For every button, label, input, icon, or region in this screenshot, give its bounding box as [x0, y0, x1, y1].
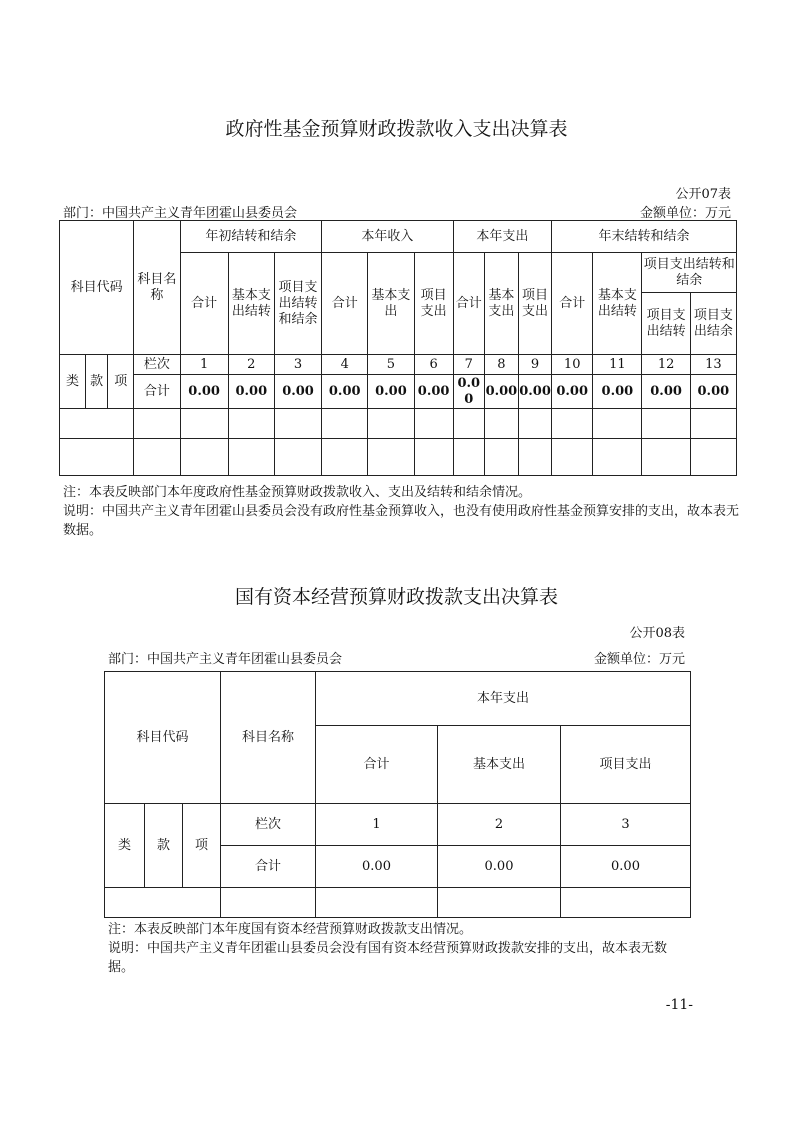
t7-lanci-label: 栏次: [134, 355, 180, 375]
t7-total-value: 0.00: [453, 375, 484, 409]
t8-total-label: 合计: [221, 846, 316, 888]
t8-xiang-header: 项: [183, 804, 221, 888]
t7-total-label: 合计: [134, 375, 180, 409]
t7-lei-header: 类: [60, 355, 86, 409]
table8-dept: 部门：中国共产主义青年团霍山县委员会: [108, 652, 343, 667]
t8-total-value: 0.00: [316, 846, 438, 888]
t8-subject-name-header: 科目名称: [221, 672, 316, 804]
t7-subject-code-header: 科目代码: [60, 221, 134, 355]
t7-colnum: 11: [593, 355, 642, 375]
t7-col13-header: 项目支出结余: [690, 293, 736, 355]
t8-col2-header: 基本支出: [438, 726, 561, 804]
t8-col1-header: 合计: [316, 726, 438, 804]
table8-title: 国有资本经营预算财政拨款支出决算表: [234, 586, 558, 608]
t8-colnum: 1: [316, 804, 438, 846]
t7-total-value: 0.00: [322, 375, 368, 409]
table7-code: 公开07表: [675, 187, 731, 202]
t8-lanci-label: 栏次: [221, 804, 316, 846]
t7-total-value: 0.00: [414, 375, 453, 409]
t7-col12-group-header: 项目支出结转和结余: [642, 253, 737, 293]
table8-unit: 金额单位：万元: [593, 652, 685, 667]
t7-colnum: 8: [484, 355, 518, 375]
t7-total-value: 0.00: [552, 375, 593, 409]
t7-total-value: 0.00: [484, 375, 518, 409]
t8-kuan-header: 款: [145, 804, 183, 888]
t8-total-value: 0.00: [438, 846, 561, 888]
t8-col3-header: 项目支出: [561, 726, 691, 804]
t7-colnum: 12: [642, 355, 690, 375]
table7: [59, 220, 737, 476]
t7-col5-header: 基本支出: [368, 253, 414, 355]
t7-total-value: 0.00: [690, 375, 736, 409]
t7-col12-header: 项目支出结转: [642, 293, 690, 355]
table7-explain: 说明：中国共产主义青年团霍山县委员会没有政府性基金预算收入，也没有使用政府性基金预算安排的支出，故本表无数据。: [63, 504, 740, 538]
t7-col1-header: 合计: [180, 253, 228, 355]
t7-col6-header: 项目支出: [414, 253, 453, 355]
t7-total-value: 0.00: [642, 375, 690, 409]
t7-total-value: 0.00: [518, 375, 551, 409]
table7-unit: 金额单位：万元: [639, 206, 731, 221]
t7-col4-header: 合计: [322, 253, 368, 355]
t7-total-value: 0.00: [228, 375, 274, 409]
t7-group-expense: 本年支出: [453, 221, 551, 253]
t7-group-income: 本年收入: [322, 221, 454, 253]
table7-dept: 部门：中国共产主义青年团霍山县委员会: [63, 206, 298, 221]
t7-col7-header: 合计: [453, 253, 484, 355]
table8-code: 公开08表: [629, 626, 685, 641]
t7-col3-header: 项目支出结转和结余: [274, 253, 321, 355]
t7-empty-row: [60, 439, 737, 476]
t7-colnum: 13: [690, 355, 736, 375]
t8-lei-header: 类: [105, 804, 145, 888]
t7-col8-header: 基本支出: [484, 253, 518, 355]
t7-subject-name-header: 科目名称: [134, 221, 180, 355]
t7-total-value: 0.00: [368, 375, 414, 409]
table7-title: 政府性基金预算财政拨款收入支出决算表: [225, 118, 568, 140]
t7-colnum: 10: [552, 355, 593, 375]
t7-col9-header: 项目支出: [518, 253, 551, 355]
t7-colnum: 7: [453, 355, 484, 375]
table8-explain: 说明：中国共产主义青年团霍山县委员会没有国有资本经营预算财政拨款安排的支出，故本表无数据。: [108, 941, 668, 975]
table8: [104, 671, 691, 918]
t7-col11-header: 基本支出结转: [593, 253, 642, 355]
t7-xiang-header: 项: [108, 355, 134, 409]
page-number: -11-: [665, 997, 693, 1013]
t7-group-closing: 年末结转和结余: [552, 221, 737, 253]
t8-colnum: 3: [561, 804, 691, 846]
t7-group-opening: 年初结转和结余: [180, 221, 322, 253]
t8-empty-row: [105, 888, 691, 918]
t8-total-value: 0.00: [561, 846, 691, 888]
t7-colnum: 4: [322, 355, 368, 375]
t7-colnum: 3: [274, 355, 321, 375]
t8-subject-code-header: 科目代码: [105, 672, 221, 804]
t7-colnum: 9: [518, 355, 551, 375]
t7-colnum: 5: [368, 355, 414, 375]
t8-group-expense: 本年支出: [316, 672, 691, 726]
table7-note: 注：本表反映部门本年度政府性基金预算财政拨款收入、支出及结转和结余情况。: [63, 485, 532, 500]
t7-colnum: 6: [414, 355, 453, 375]
t7-col2-header: 基本支出结转: [228, 253, 274, 355]
t7-kuan-header: 款: [86, 355, 108, 409]
t7-total-value: 0.00: [274, 375, 321, 409]
t7-colnum: 1: [180, 355, 228, 375]
t7-colnum: 2: [228, 355, 274, 375]
table8-note: 注：本表反映部门本年度国有资本经营预算财政拨款支出情况。: [108, 922, 473, 937]
t8-colnum: 2: [438, 804, 561, 846]
t7-col10-header: 合计: [552, 253, 593, 355]
t7-empty-row: [60, 409, 737, 439]
t7-total-value: 0.00: [180, 375, 228, 409]
t7-total-value: 0.00: [593, 375, 642, 409]
